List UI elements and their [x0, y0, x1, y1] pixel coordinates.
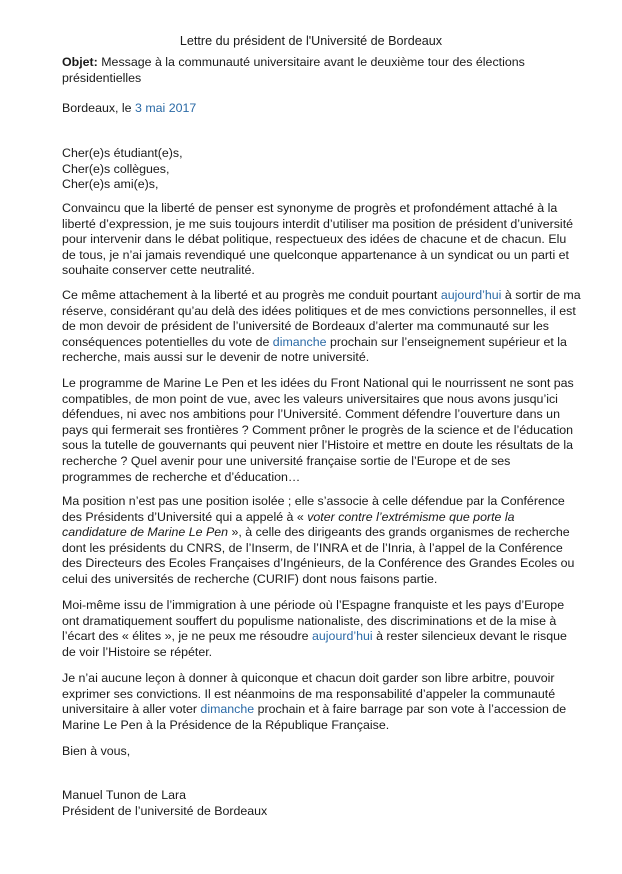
- salutation-colleagues: Cher(e)s collègues,: [62, 161, 170, 176]
- paragraph-2-text-a: Ce même attachement à la liberté et au progrès me conduit pourtant: [62, 288, 441, 302]
- subject-label: Objet:: [62, 55, 98, 69]
- subject-text: Message à la communauté universitaire avant le deuxième tour des élections présidentielles: [62, 55, 525, 85]
- dimanche-link[interactable]: dimanche: [272, 334, 327, 349]
- paragraph-5-text-a: Moi-même issu de l’immigration à une période où l’Espagne franquiste et les pays d’Europe ont dramatiquement souffert du populisme nationaliste, des discriminations et de la mise à l’écart des « élites », je ne peux me résoudre: [62, 598, 565, 644]
- subject-line: [62, 55, 582, 86]
- paragraph-4: [62, 494, 582, 588]
- salutation-students: Cher(e)s étudiant(e)s,: [62, 146, 183, 160]
- paragraph-4-quote: voter contre l’extrémisme que porte la candidature de Marine Le Pen: [62, 509, 515, 540]
- paragraph-2: [62, 288, 582, 366]
- paragraph-6-text-b: prochain et à faire barrage par son vote à l’accession de Marine Le Pen à la Présidence de la République Française.: [62, 702, 567, 732]
- paragraph-2-text-c: prochain sur l’enseignement supérieur et la recherche, mais aussi sur le devenir de notre université.: [62, 334, 567, 365]
- aujourdhui-link[interactable]: aujourd’hui: [440, 288, 502, 302]
- dimanche-link-2[interactable]: dimanche: [200, 702, 255, 717]
- closing: [62, 744, 582, 760]
- paragraph-4-text-a: Ma position n’est pas une position isolée ; elle s’associe à celle défendue par la Conférence des Présidents d’Université qui a appelé à «: [62, 494, 565, 524]
- closing-text: Bien à vous,: [62, 744, 131, 758]
- aujourdhui-link-2[interactable]: aujourd’hui: [312, 629, 373, 644]
- paragraph-6: [62, 671, 582, 733]
- signature: [62, 788, 582, 819]
- place-prefix: Bordeaux, le: [62, 101, 136, 115]
- paragraph-3: [62, 376, 582, 485]
- paragraph-1: [62, 201, 582, 279]
- paragraph-4-text-b: », à celle des dirigeants des grands organismes de recherche dont les présidents du CNRS, de l’Inserm, de l’INRA et de l’Inria, à l’appel de la Conférence des Directeurs des Ecoles Françaises d’Ingénieurs, de la Conférence des Grandes Ecoles ou celui des universités de recherche (CURIF) dont nous faisons partie.: [62, 525, 575, 586]
- salutations: [62, 146, 582, 193]
- salutation-friends: Cher(e)s ami(e)s,: [62, 177, 159, 192]
- date-line: [62, 101, 582, 117]
- letter-title: Lettre du président de l'Université de Bordeaux: [179, 34, 443, 48]
- paragraph-5: [62, 598, 582, 660]
- paragraph-5-text-b: à rester silencieux devant le risque de voir l’Histoire se répéter.: [62, 629, 567, 659]
- paragraph-6-text-a: Je n’ai aucune leçon à donner à quiconque et chacun doit garder son libre arbitre, pouvoir exprimer ses convictions. Il est néanmoins de ma responsabilité d’appeler la communauté universitaire à aller voter: [62, 671, 556, 717]
- paragraph-1-text: Convaincu que la liberté de penser est synonyme de progrès et profondément attaché à la liberté d’expression, je me suis toujours interdit d’utiliser ma position de président d’université pour intervenir dans le débat politique, respectueux des idées de chacune et de chacun. Elu de tous, je n’ai jamais revendiqué une quelconque appartenance à un syndicat ou un parti et souhaite conserver cette neutralité.: [62, 201, 574, 278]
- paragraph-3-text: Le programme de Marine Le Pen et les idées du Front National qui le nourrissent ne sont pas compatibles, de mon point de vue, avec les valeurs universitaires que nous avons jusqu’ici défendues, ni avec nos ambitions pour l’Université. Comment défendre l’ouverture dans un pays qui fermerait ses frontières ? Comment prôner le progrès de la science et de l’éducation sous la tutelle de gouvernants qui peuvent nier l’Histoire et mettre en doute les résultats de la recherche ? Quel avenir pour une université française sortie de l’Europe et de ses programmes de recherche et d’éducation…: [62, 376, 574, 484]
- paragraph-2-text-b: à sortir de ma réserve, considérant qu’au delà des idées politiques et de mes convictions personnelles, il est de mon devoir de président de l’université de Bordeaux d’alerter ma communauté sur les conséquences potentielles du vote de: [62, 288, 581, 349]
- date-link[interactable]: 3 mai 2017: [135, 101, 197, 115]
- signature-title: Président de l’université de Bordeaux: [62, 803, 268, 818]
- signature-name: Manuel Tunon de Lara: [62, 788, 186, 802]
